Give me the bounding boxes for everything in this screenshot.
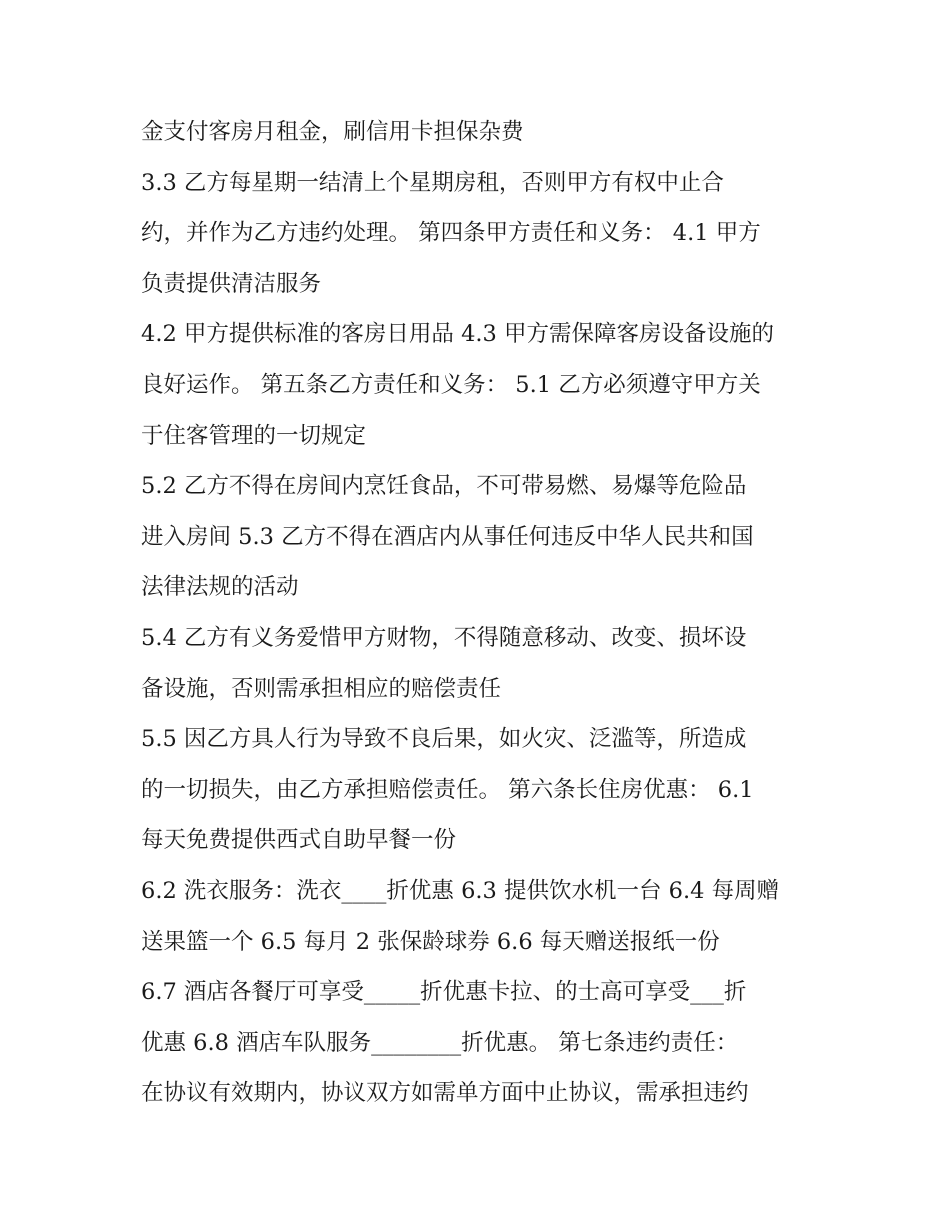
- text-line: 法律法规的活动: [141, 574, 299, 601]
- text-line: 5.5 因乙方具人行为导致不良后果，如火灾、泛滥等，所造成: [141, 726, 747, 753]
- text-line: 在协议有效期内，协议双方如需单方面中止协议，需承担违约: [141, 1080, 749, 1107]
- text-line: 5.2 乙方不得在房间内烹饪食品，不可带易燃、易爆等危险品: [141, 473, 747, 500]
- text-line: 6.2 洗衣服务：洗衣____折优惠 6.3 提供饮水机一台 6.4 每周赠: [141, 877, 780, 904]
- text-line: 4.2 甲方提供标准的客房日用品 4.3 甲方需保障客房设备设施的: [141, 321, 775, 348]
- text-line: 良好运作。 第五条乙方责任和义务： 5.1 乙方必须遵守甲方关: [141, 371, 761, 398]
- text-line: 负责提供清洁服务: [141, 270, 322, 297]
- text-line: 进入房间 5.3 乙方不得在酒店内从事任何违反中华人民共和国: [141, 523, 754, 550]
- text-line: 每天免费提供西式自助早餐一份: [141, 827, 457, 854]
- contract-text-body: [141, 107, 831, 1119]
- text-line: 于住客管理的一切规定: [141, 422, 367, 449]
- text-line: 金支付客房月租金，刷信用卡担保杂费: [141, 119, 524, 145]
- text-line: 备设施，否则需承担相应的赔偿责任: [141, 675, 502, 702]
- text-line: 的一切损失，由乙方承担赔偿责任。 第六条长住房优惠： 6.1: [141, 776, 754, 803]
- text-line: 6.7 酒店各餐厅可享受_____折优惠卡拉、的士高可享受___折: [141, 979, 747, 1006]
- text-line: 5.4 乙方有义务爱惜甲方财物，不得随意移动、改变、损坏设: [141, 624, 747, 651]
- text-line: 送果篮一个 6.5 每月 2 张保龄球券 6.6 每天赠送报纸一份: [141, 928, 720, 955]
- text-line: 优惠 6.8 酒店车队服务________折优惠。 第七条违约责任：: [141, 1029, 739, 1056]
- text-line: 约，并作为乙方违约处理。 第四条甲方责任和义务： 4.1 甲方: [141, 220, 761, 247]
- text-line: 3.3 乙方每星期一结清上个星期房租，否则甲方有权中止合: [141, 169, 724, 196]
